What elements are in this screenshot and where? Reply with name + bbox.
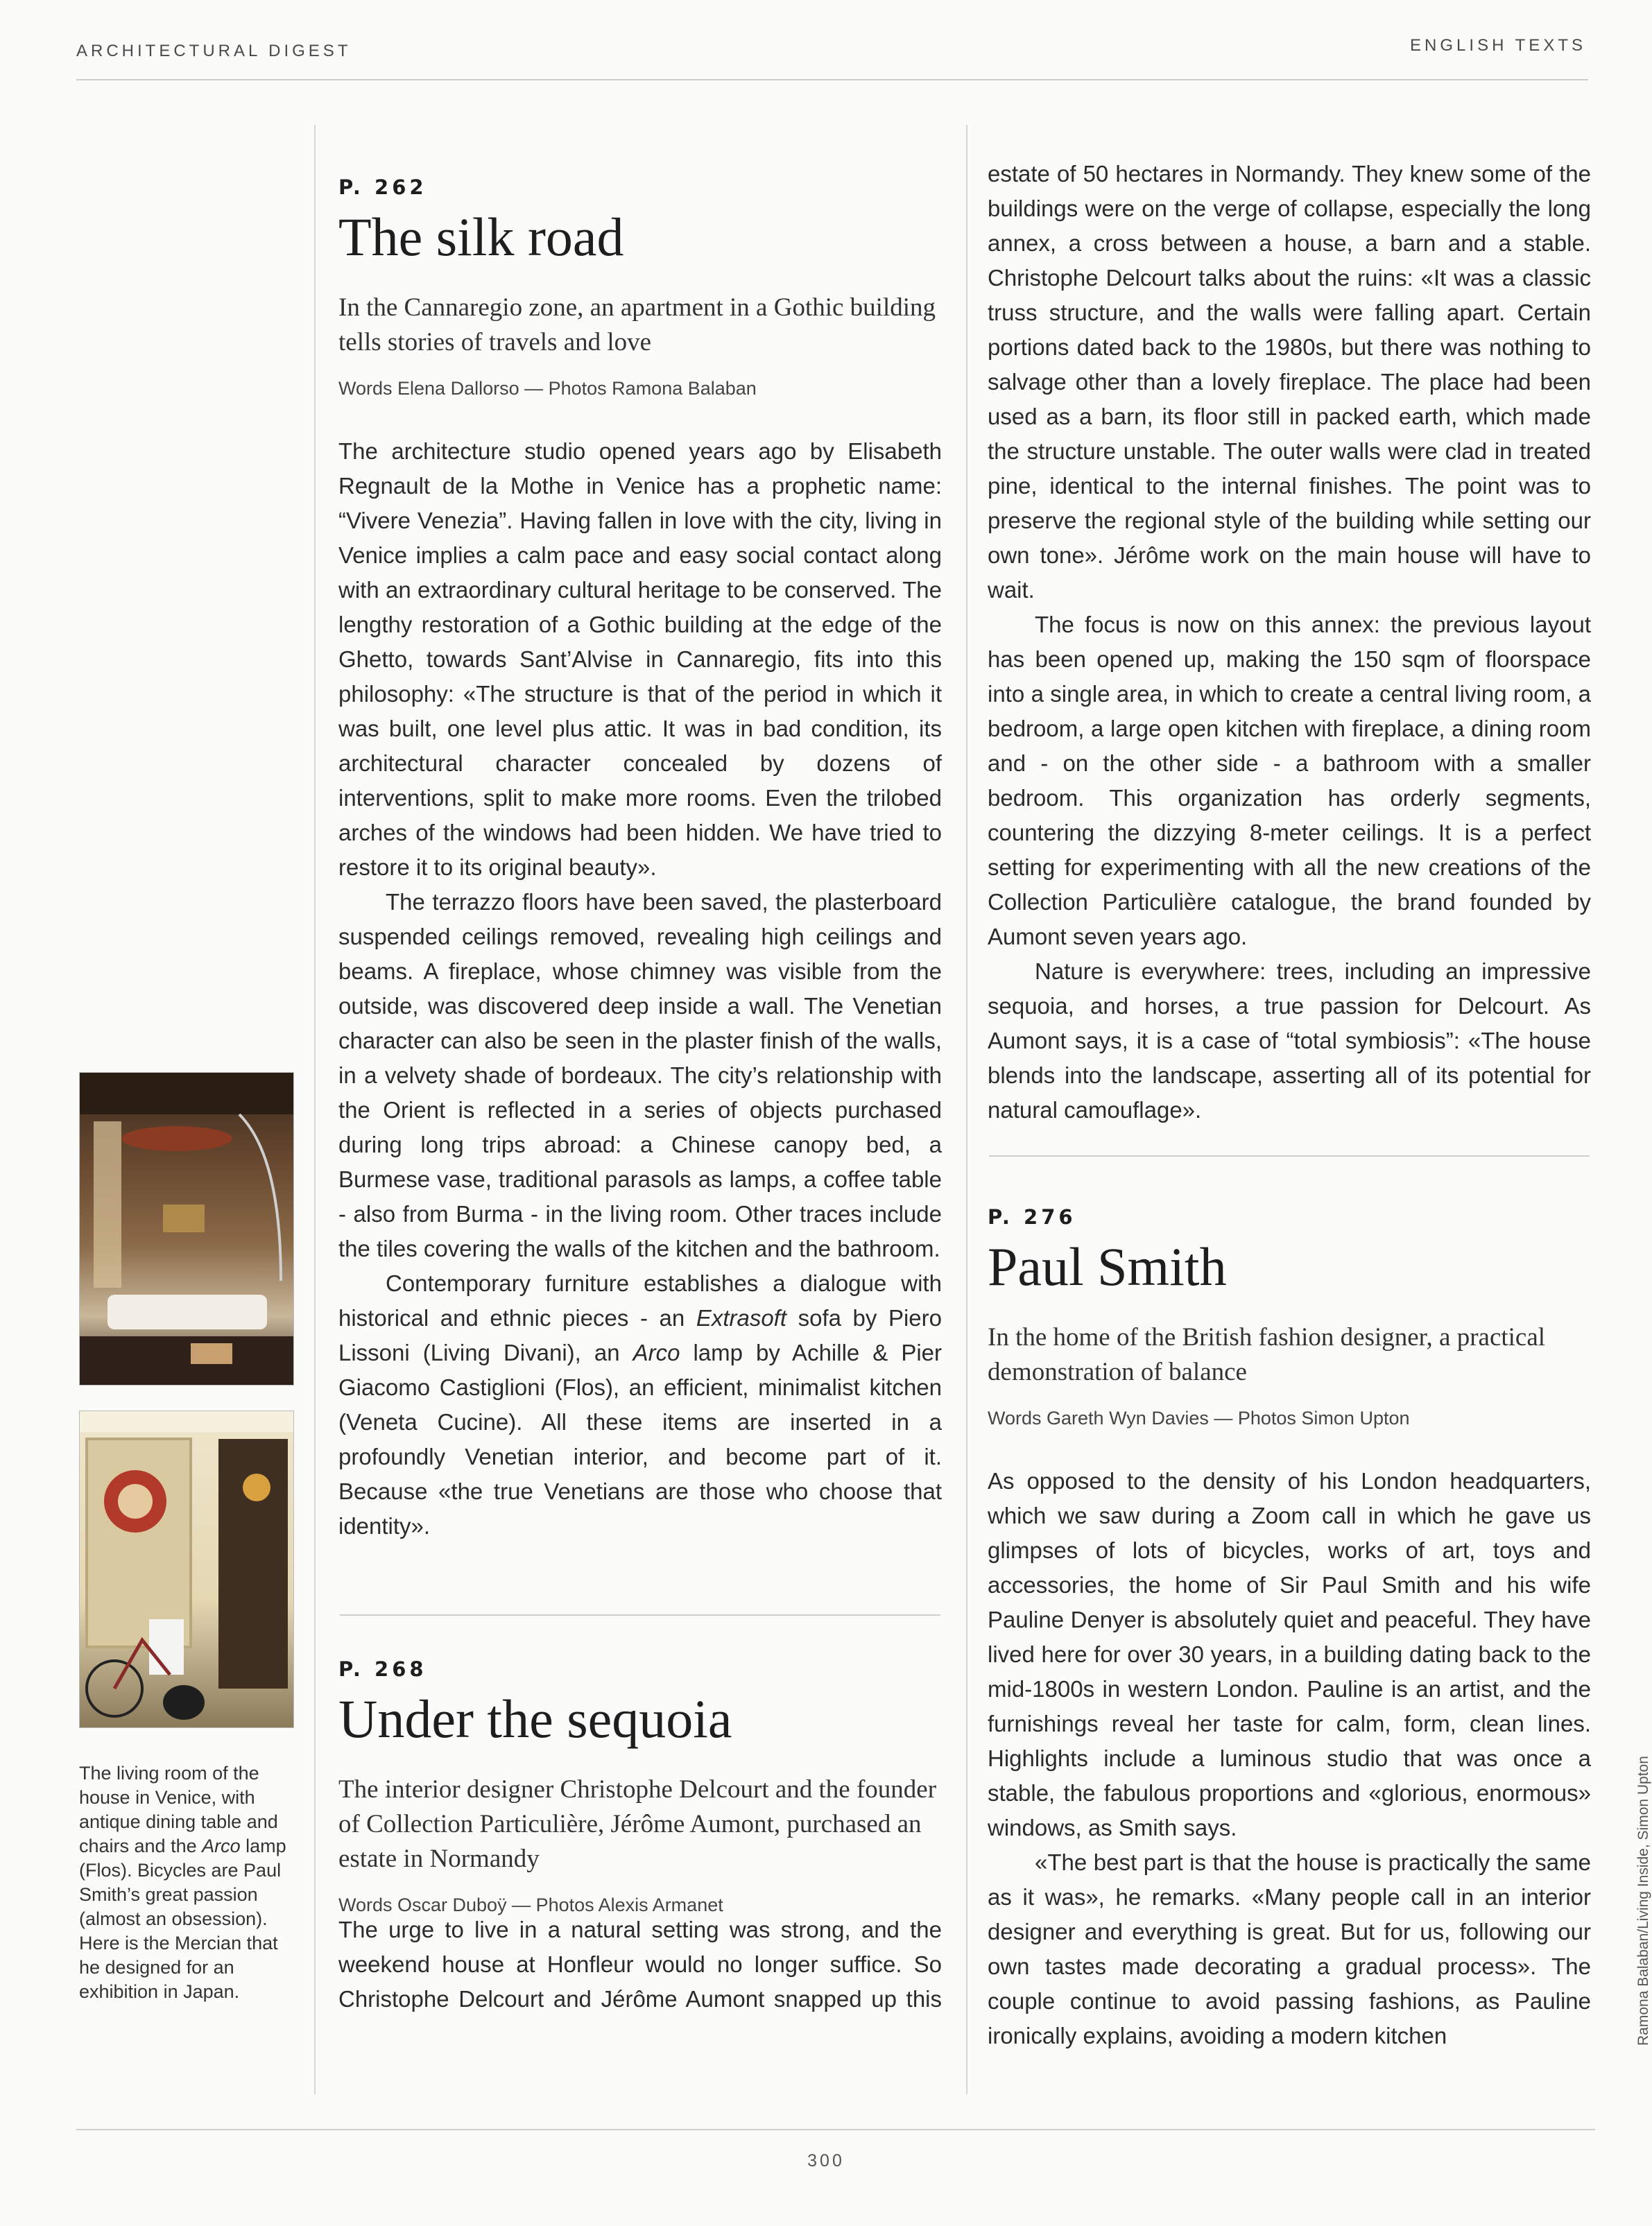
paragraph-text: sofa by Piero Lissoni (Living Divani), an [338, 1304, 942, 1365]
section-paul-smith [988, 1205, 1591, 2053]
italic-arco: Arco [633, 1339, 680, 1365]
paragraph [338, 1266, 942, 1544]
paragraph: The architecture studio opened years ago by Elisabeth Regnault de la Mothe in Venice has a prophetic name: “Vivere Venezia”. Having fallen in love with the city, living in Venice implies a calm pace and easy social contact along with an extraordinary cultural heritage to be conserved. The lengthy restoration of a Gothic building at the edge of the Ghetto, towards Sant’Alvise in Cannaregio, fits into this philosophy: «The structure is that of the period in which it was built, one level plus attic. It was in bad condition, its architectural character concealed by dozens of interventions, split to make more rooms. Even the trilobed arches of the windows had been hidden. We have tried to restore it to its original beauty». [338, 438, 942, 880]
section-title: Paul Smith [988, 1236, 1227, 1297]
paragraph-text: lamp by Achille & Pier Giacomo Castiglioni (Flos), an efficient, minimalist kitchen (Veneta Cucine). All these items are inserted in a profoundly Venetian interior, and become part of it. Because «the true Venetians are those who choose that identity». [338, 1339, 942, 1539]
venice-room-illustration [80, 1073, 293, 1385]
section-under-sequoia [338, 1657, 942, 1951]
section-silk-road [338, 175, 942, 1544]
paragraph: The urge to live in a natural setting was strong, and the weekend house at Honfleur would no longer suffice. So Christophe Delcourt and Jérôme Aumont snapped up this [338, 1917, 942, 2012]
section-subtitle: The interior designer Christophe Delcourt and the founder of Collection Particulière, Jérôme Aumont, purchased an estate in Normandy [338, 1775, 937, 1873]
section-title: Under the sequoia [338, 1689, 732, 1749]
caption-italic-arco: Arco [202, 1836, 241, 1856]
caption-text-2: lamp (Flos). Bicycles are Paul Smith’s great passion (almost an obsession). Here is the Mercian that he designed for an exhibition in Japan. [79, 1836, 286, 2002]
section-divider [989, 1155, 1590, 1157]
bicycle-illustration [80, 1411, 293, 1727]
section-credit: Words Gareth Wyn Davies — Photos Simon Upton [988, 1407, 1410, 1429]
paragraph: The focus is now on this annex: the previous layout has been opened up, making the 150 sqm of floorspace into a single area, in which to create a central living room, a bedroom, a large open kitchen with fireplace, a dining room and - on the other side - a bathroom with a smaller bedroom. This organization has orderly segments, countering the dizzying 8-meter ceilings. It is a perfect setting for experimenting with all the new creations of the Collection Particulière catalogue, the brand founded by Aumont seven years ago. [988, 612, 1591, 949]
paragraph: The terrazzo floors have been saved, the plasterboard suspended ceilings removed, revealing high ceilings and beams. A fireplace, whose chimney was visible from the outside, was discovered deep inside a wall. The Venetian character can also be seen in the plaster finish of the walls, in a velvety shade of bordeaux. The city’s relationship with the Orient is reflected in a series of objects purchased during long trips abroad: a Chinese canopy bed, a Burmese vase, traditional parasols as lamps, a coffee table - also from Burma - in the living room. Other traces include the tiles covering the walls of the kitchen and the bathroom. [338, 888, 942, 1261]
section-label: ENGLISH TEXTS [1410, 36, 1586, 55]
section-subtitle: In the Cannaregio zone, an apartment in a Gothic building tells stories of travels and love [338, 293, 936, 356]
article-body [338, 434, 942, 1544]
page-number: 300 [807, 2151, 845, 2171]
section-page-ref: P. 268 [338, 1657, 427, 1681]
column-divider-left [314, 125, 316, 2094]
paragraph: estate of 50 hectares in Normandy. They knew some of the buildings were on the verge of collapse, especially the long annex, a cross between a house, a barn and a stable. Christophe Delcourt talks about the ruins: «It was a classic truss structure, and the walls were falling apart. Certain portions dated back to the 1980s, but there was nothing to salvage other than a lovely fireplace. The place had been used as a barn, its floor still in packed earth, which made the structure unstable. The outer walls were clad in treated pine, identical to the internal finishes. The point was to preserve the regional style of the building while setting our own tone». Jérôme work on the main house will have to wait. [988, 161, 1591, 603]
section-subtitle: In the home of the British fashion designer, a practical demonstration of balance [988, 1322, 1546, 1386]
venice-living-room-photo [79, 1072, 294, 1386]
paragraph: Nature is everywhere: trees, including an impressive sequoia, and horses, a true passion for Delcourt. As Aumont says, it is a case of “total symbiosis”: «The house blends into the landscape, asserting all of its potential for natural camouflage». [988, 958, 1591, 1123]
magazine-name: ARCHITECTURAL DIGEST [76, 42, 352, 60]
column-divider-right [966, 125, 967, 2094]
paragraph: As opposed to the density of his London headquarters, which we saw during a Zoom call in which he gave us glimpses of lots of bicycles, works of art, toys and accessories, the home of Sir Paul Smith and his wife Pauline Denyer is absolutely quiet and peaceful. They have lived here for over 30 years, in a building dating back to the mid-1800s in western London. Pauline is an artist, and the furnishings reveal her taste for calm, form, clean lines. Highlights include a luminous studio that was once a stable, the fabulous proportions and «glorious, enormous» windows, as Smith says. [988, 1467, 1591, 1840]
section-title: The silk road [338, 207, 624, 267]
italic-extrasoft: Extrasoft [696, 1304, 787, 1331]
section-under-sequoia-left-body [338, 1913, 942, 2017]
photo-caption [79, 1761, 287, 2004]
section-page-ref: P. 262 [338, 175, 427, 199]
section-under-sequoia-right-body [988, 157, 1591, 1128]
article-body [988, 1464, 1591, 2053]
paragraph: «The best part is that the house is practically the same as it was», he remarks. «Many people call in an interior designer and everything is great. But for us, following our own tastes made decorating a gradual process». The couple continue to avoid passing fashions, as Pauline ironically explains, avoiding a modern kitchen [988, 1849, 1591, 2048]
paragraph-text: Contemporary furniture establishes a dialogue with historical and ethnic pieces - an [338, 1270, 942, 1331]
section-page-ref: P. 276 [988, 1205, 1076, 1229]
section-divider [340, 1614, 940, 1616]
header-rule [76, 79, 1588, 80]
footer-rule [76, 2129, 1595, 2130]
section-credit: Words Oscar Duboÿ — Photos Alexis Armanet [338, 1894, 723, 1915]
bicycle-hallway-photo [79, 1410, 294, 1728]
caption-text-1: The living room of the house in Venice, with antique dining table and chairs and the [79, 1763, 278, 1856]
photo-credit-vertical: Ramona Balaban/Living Inside, Simon Upton [1635, 1756, 1651, 2046]
section-credit: Words Elena Dallorso — Photos Ramona Balaban [338, 377, 757, 399]
